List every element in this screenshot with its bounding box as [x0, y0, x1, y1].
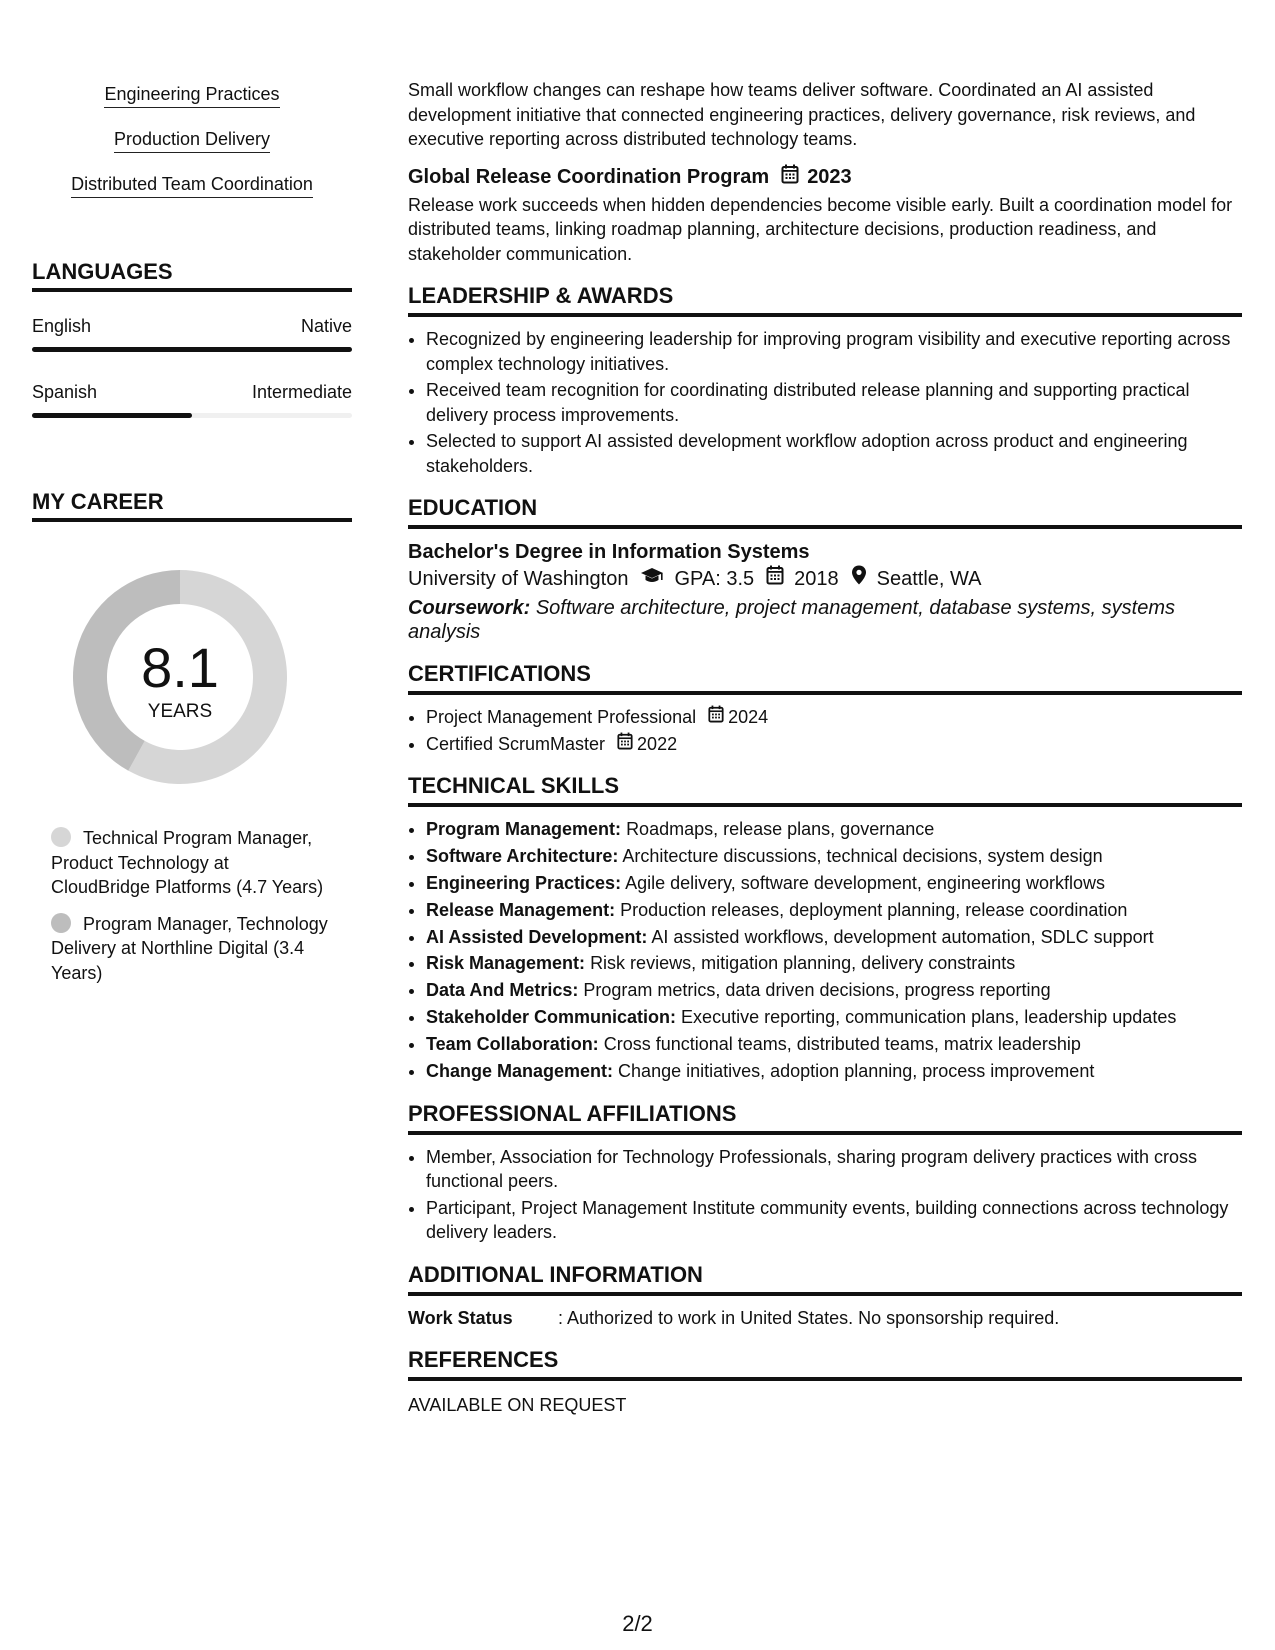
work-status-value: : Authorized to work in United States. No sponsorship required. — [558, 1307, 1060, 1328]
skill-item — [426, 898, 1242, 923]
language-level-fill — [32, 413, 192, 418]
calendar-icon — [708, 705, 724, 730]
location-pin-icon — [851, 565, 867, 593]
coursework — [408, 596, 1242, 644]
certification-year: 2024 — [728, 707, 769, 727]
skill-item — [426, 844, 1242, 869]
skill-item — [426, 978, 1242, 1003]
references-heading: REFERENCES — [408, 1346, 1242, 1381]
certification-name: • Certified ScrumMaster — [426, 733, 606, 754]
project-year: 2023 — [807, 166, 852, 188]
work-status-row — [408, 1306, 1242, 1330]
skill-item — [426, 925, 1242, 950]
skill-item — [426, 1059, 1242, 1084]
list-item: • Received team recognition for coordinating distributed release planning and supporting practical delivery process improvements. — [426, 378, 1242, 427]
coursework-text: Software architecture, project management, database systems, systems analysis — [408, 597, 1175, 643]
project-description: Release work succeeds when hidden dependencies become visible early. Built a coordination model for distributed teams, linking roadmap planning, architecture decisions, production readiness, and stakeholder communication. — [408, 194, 1233, 264]
skill-tag: Distributed Team Coordination — [71, 172, 313, 198]
skill-item — [426, 1005, 1242, 1030]
work-status-label: Work Status — [408, 1307, 513, 1328]
skill-label: Risk Management: — [426, 953, 586, 974]
school-location: Seattle, WA — [876, 568, 982, 590]
certification-item — [426, 705, 1242, 730]
degree-title: Bachelor's Degree in Information Systems — [408, 541, 810, 563]
language-level-bar — [32, 347, 352, 352]
affiliations-heading: PROFESSIONAL AFFILIATIONS — [408, 1100, 1242, 1135]
sidebar — [32, 82, 352, 997]
skill-value: Risk reviews, mitigation planning, delivery constraints — [590, 953, 1016, 974]
career-heading: MY CAREER — [32, 488, 352, 522]
list-item: • Member, Association for Technology Professionals, sharing program delivery practices with cross functional peers. — [426, 1145, 1242, 1194]
skill-label: Stakeholder Communication: — [426, 1007, 677, 1028]
legend-dot — [51, 913, 71, 933]
project-title-row — [408, 164, 1242, 191]
career-jobs — [51, 826, 331, 985]
skill-value: AI assisted workflows, development automation, SDLC support — [651, 926, 1154, 947]
list-item: • Participant, Project Management Institute community events, building connections across technology delivery leaders. — [426, 1196, 1242, 1245]
skill-label: Software Architecture: — [426, 845, 619, 866]
calendar-icon — [617, 732, 633, 757]
career-job — [51, 912, 331, 986]
coursework-label: Coursework: — [408, 597, 531, 619]
skill-value: Change initiatives, adoption planning, process improvement — [618, 1061, 1095, 1082]
skill-value: Cross functional teams, distributed teams, matrix leadership — [603, 1034, 1081, 1055]
languages-heading: LANGUAGES — [32, 258, 352, 292]
skill-tag: Production Delivery — [114, 127, 270, 153]
graduation-year: 2018 — [794, 568, 839, 590]
skill-label: Change Management: — [426, 1061, 614, 1082]
career-total: 8.1 — [141, 636, 219, 699]
additional-info-heading: ADDITIONAL INFORMATION — [408, 1261, 1242, 1296]
skills-heading: TECHNICAL SKILLS — [408, 772, 1242, 807]
job-text: Program Manager, Technology Delivery at Northline Digital (3.4 Years) — [51, 913, 328, 983]
skill-label: Data And Metrics: — [426, 980, 579, 1001]
skill-item — [426, 951, 1242, 976]
skill-value: Production releases, deployment planning, release coordination — [620, 899, 1128, 920]
list-item: • Selected to support AI assisted development workflow adoption across product and engineering stakeholders. — [426, 429, 1242, 478]
skill-label: Program Management: — [426, 819, 622, 839]
language-level: Intermediate — [251, 382, 352, 402]
certifications-list — [408, 705, 1242, 756]
language-level-bar — [32, 413, 352, 418]
certification-name: • Project Management Professional — [426, 707, 697, 727]
leadership-heading: LEADERSHIP & AWARDS — [408, 282, 1242, 317]
skill-label: Release Management: — [426, 899, 616, 920]
language-item — [32, 380, 352, 418]
language-name: English — [32, 316, 92, 336]
skill-value: Program metrics, data driven decisions, progress reporting — [583, 980, 1051, 1001]
career-unit: YEARS — [147, 701, 213, 722]
graduation-cap-icon — [640, 565, 664, 593]
legend-dot — [51, 827, 71, 847]
school-name: University of Washington — [408, 568, 629, 590]
language-name: Spanish — [32, 382, 98, 402]
skill-value: Architecture discussions, technical decisions, system design — [622, 845, 1103, 866]
main-content — [408, 78, 1242, 1417]
references-text: AVAILABLE ON REQUEST — [408, 1394, 627, 1415]
skill-value: Roadmaps, release plans, governance — [626, 819, 935, 839]
leadership-list — [408, 327, 1242, 478]
skill-value: Executive reporting, communication plans, leadership updates — [681, 1007, 1177, 1028]
career-donut-chart — [67, 564, 293, 790]
skill-label: Team Collaboration: — [426, 1034, 599, 1055]
certification-item — [426, 732, 1242, 757]
project-title: Global Release Coordination Program — [408, 166, 770, 188]
language-level-fill — [32, 347, 352, 352]
skill-tags — [32, 82, 352, 217]
list-item: • Recognized by engineering leadership for improving program visibility and executive reporting across complex technology initiatives. — [426, 327, 1242, 376]
calendar-icon — [766, 565, 784, 593]
skill-label: AI Assisted Development: — [426, 926, 648, 947]
skill-item — [426, 871, 1242, 896]
intro-paragraph: Small workflow changes can reshape how teams deliver software. Coordinated an AI assisted development initiative that connected engineering practices, delivery governance, risk reviews, and executive reporting across distributed technology teams. — [408, 80, 1196, 149]
education-heading: EDUCATION — [408, 494, 1242, 529]
skill-tag: Engineering Practices — [104, 82, 279, 108]
page-number: 2/2 — [622, 1611, 653, 1636]
skill-label: Engineering Practices: — [426, 872, 622, 893]
affiliations-list — [408, 1145, 1242, 1245]
career-job — [51, 826, 331, 900]
language-item — [32, 314, 352, 352]
skills-list — [408, 817, 1242, 1084]
certifications-heading: CERTIFICATIONS — [408, 660, 1242, 695]
education-details — [408, 565, 1242, 593]
calendar-icon — [781, 164, 799, 191]
gpa: GPA: 3.5 — [674, 568, 755, 590]
skill-item — [426, 1032, 1242, 1057]
language-level: Native — [300, 316, 352, 336]
job-text: Technical Program Manager, Product Technology at CloudBridge Platforms (4.7 Years) — [51, 828, 324, 897]
skill-item — [426, 817, 1242, 842]
certification-year: 2022 — [637, 733, 678, 754]
skill-value: Agile delivery, software development, engineering workflows — [625, 872, 1106, 893]
